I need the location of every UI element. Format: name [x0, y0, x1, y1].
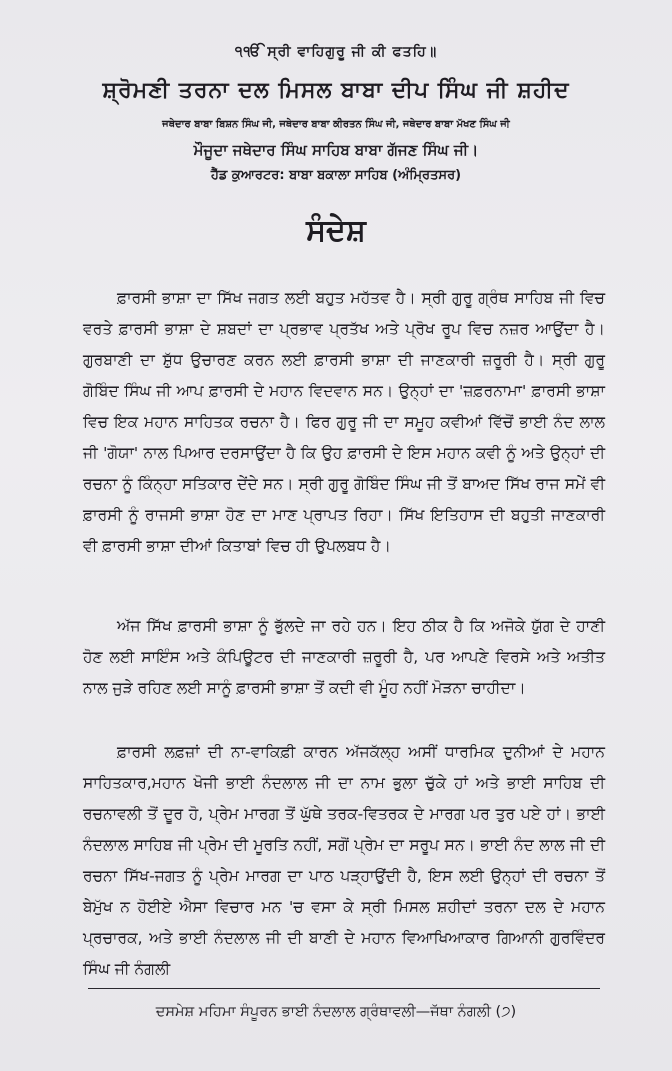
footer-running-title: ਦਸਮੇਸ਼ ਮਹਿਮਾ ਸੰਪੂਰਨ ਭਾਈ ਨੰਦਲਾਲ ਗ੍ਰੰਥਾਵਲੀ—ਜੱਥਾ ਨੰਗਲੀ (੭)	[155, 1004, 517, 1020]
current-leader-line: ਮੌਜੂਦਾ ਜਥੇਦਾਰ ਸਿੰਘ ਸਾਹਿਬ ਬਾਬਾ ਗੱਜਣ ਸਿੰਘ ਜੀ।	[193, 141, 479, 159]
headquarters-line: ਹੈੱਡ ਕੁਆਰਟਰ: ਬਾਬਾ ਬਕਾਲਾ ਸਾਹਿਬ (ਅੰਮ੍ਰਿਤਸਰ)	[210, 168, 462, 183]
salutation-line: ੧ੴ ਸ੍ਰੀ ਵਾਹਿਗੁਰੂ ਜੀ ਕੀ ਫਤਹਿ॥	[234, 44, 438, 60]
footer-divider	[88, 988, 600, 989]
section-title: ਸੰਦੇਸ਼	[306, 213, 366, 248]
leaders-line: ਜਥੇਦਾਰ ਬਾਬਾ ਬਿਸ਼ਨ ਸਿੰਘ ਜੀ, ਜਥੇਦਾਰ ਬਾਬਾ ਕੀਰਤਨ ਸਿੰਘ ਜੀ, ਜਥੇਦਾਰ ਬਾਬਾ ਮੱਖਣ ਸਿੰਘ ਜੀ	[162, 119, 510, 130]
body-paragraph-3: ਫ਼ਾਰਸੀ ਲਫ਼ਜ਼ਾਂ ਦੀ ਨਾ-ਵਾਕਿਫ਼ੀ ਕਾਰਨ ਅੱਜਕੱਲ੍ਹ ਅਸੀਂ ਧਾਰਮਿਕ ਦੁਨੀਆਂ ਦੇ ਮਹਾਨ ਸਾਹਿਤਕਾਰ,ਮਹਾਨ ਖੋਜੀ ਭਾਈ ਨੰਦਲਾਲ ਜੀ ਦਾ ਨਾਮ ਭੁਲਾ ਚੁੱਕੇ ਹਾਂ ਅਤੇ ਭਾਈ ਸਾਹਿਬ ਦੀ ਰਚਨਾਵਲੀ ਤੋਂ ਦੂਰ ਹੋ, ਪ੍ਰੇਮ ਮਾਰਗ ਤੋਂ ਘੁੱਥੇ ਤਰਕ-ਵਿਤਰਕ ਦੇ ਮਾਰਗ ਪਰ ਤੁਰ ਪਏ ਹਾਂ। ਭਾਈ ਨੰਦਲਾਲ ਸਾਹਿਬ ਜੀ ਪ੍ਰੇਮ ਦੀ ਮੂਰਤਿ ਨਹੀਂ, ਸਗੋਂ ਪ੍ਰੇਮ ਦਾ ਸਰੂਪ ਸਨ। ਭਾਈ ਨੰਦ ਲਾਲ ਜੀ ਦੀ ਰਚਨਾ ਸਿੱਖ-ਜਗਤ ਨੂੰ ਪ੍ਰੇਮ ਮਾਰਗ ਦਾ ਪਾਠ ਪੜ੍ਹਾਉਂਦੀ ਹੈ, ਇਸ ਲਈ ਉਨ੍ਹਾਂ ਦੀ ਰਚਨਾ ਤੋਂ ਬੇਮੁੱਖ ਨ ਹੋਈਏ ਐਸਾ ਵਿਚਾਰ ਮਨ 'ਚ ਵਸਾ ਕੇ ਸ੍ਰੀ ਮਿਸਲ ਸ਼ਹੀਦਾਂ ਤਰਨਾ ਦਲ ਦੇ ਮਹਾਨ ਪ੍ਰਚਾਰਕ, ਅਤੇ ਭਾਈ ਨੰਦਲਾਲ ਜੀ ਦੀ ਬਾਣੀ ਦੇ ਮਹਾਨ ਵਿਆਖਿਆਕਾਰ ਗਿਆਨੀ ਗੁਰਵਿੰਦਰ ਸਿੰਘ ਜੀ ਨੰਗਲੀ	[83, 742, 605, 978]
organization-name: ਸ਼੍ਰੋਮਣੀ ਤਰਨਾ ਦਲ ਮਿਸਲ ਬਾਬਾ ਦੀਪ ਸਿੰਘ ਜੀ ਸ਼ਹੀਦ	[102, 78, 570, 103]
body-paragraph-1: ਫ਼ਾਰਸੀ ਭਾਸ਼ਾ ਦਾ ਸਿੱਖ ਜਗਤ ਲਈ ਬਹੁਤ ਮਹੱਤਵ ਹੈ। ਸ੍ਰੀ ਗੁਰੂ ਗ੍ਰੰਥ ਸਾਹਿਬ ਜੀ ਵਿਚ ਵਰਤੇ ਫ਼ਾਰਸੀ ਭਾਸ਼ਾ ਦੇ ਸ਼ਬਦਾਂ ਦਾ ਪ੍ਰਭਾਵ ਪ੍ਰਤੱਖ ਅਤੇ ਪ੍ਰੋਖ ਰੂਪ ਵਿਚ ਨਜ਼ਰ ਆਉਂਦਾ ਹੈ। ਗੁਰਬਾਣੀ ਦਾ ਸ਼ੁੱਧ ਉਚਾਰਣ ਕਰਨ ਲਈ ਫ਼ਾਰਸੀ ਭਾਸ਼ਾ ਦੀ ਜਾਣਕਾਰੀ ਜ਼ਰੂਰੀ ਹੈ। ਸ੍ਰੀ ਗੁਰੂ ਗੋਬਿੰਦ ਸਿੰਘ ਜੀ ਆਪ ਫ਼ਾਰਸੀ ਦੇ ਮਹਾਨ ਵਿਦਵਾਨ ਸਨ। ਉਨ੍ਹਾਂ ਦਾ 'ਜ਼ਫ਼ਰਨਾਮਾ' ਫ਼ਾਰਸੀ ਭਾਸ਼ਾ ਵਿਚ ਇਕ ਮਹਾਨ ਸਾਹਿਤਕ ਰਚਨਾ ਹੈ। ਫਿਰ ਗੁਰੂ ਜੀ ਦਾ ਸਮੂਹ ਕਵੀਆਂ ਵਿੱਚੋਂ ਭਾਈ ਨੰਦ ਲਾਲ ਜੀ 'ਗੋਯਾ' ਨਾਲ ਪਿਆਰ ਦਰਸਾਉਂਦਾ ਹੈ ਕਿ ਉਹ ਫ਼ਾਰਸੀ ਦੇ ਇਸ ਮਹਾਨ ਕਵੀ ਨੂੰ ਅਤੇ ਉਨ੍ਹਾਂ ਦੀ ਰਚਨਾ ਨੂੰ ਕਿੰਨ੍ਹਾ ਸਤਿਕਾਰ ਦੇਂਦੇ ਸਨ। ਸ੍ਰੀ ਗੁਰੂ ਗੋਬਿੰਦ ਸਿੰਘ ਜੀ ਤੋਂ ਬਾਅਦ ਸਿੱਖ ਰਾਜ ਸਮੇਂ ਵੀ ਫ਼ਾਰਸੀ ਨੂੰ ਰਾਜਸੀ ਭਾਸ਼ਾ ਹੋਣ ਦਾ ਮਾਣ ਪ੍ਰਾਪਤ ਰਿਹਾ। ਸਿੱਖ ਇਤਿਹਾਸ ਦੀ ਬਹੁਤੀ ਜਾਣਕਾਰੀ ਵੀ ਫ਼ਾਰਸੀ ਭਾਸ਼ਾ ਦੀਆਂ ਕਿਤਾਬਾਂ ਵਿਚ ਹੀ ਉਪਲਬਧ ਹੈ।	[83, 288, 605, 555]
body-paragraph-2: ਅੱਜ ਸਿੱਖ ਫ਼ਾਰਸੀ ਭਾਸ਼ਾ ਨੂੰ ਭੁੱਲਦੇ ਜਾ ਰਹੇ ਹਨ। ਇਹ ਠੀਕ ਹੈ ਕਿ ਅਜੋਕੇ ਯੁੱਗ ਦੇ ਹਾਣੀ ਹੋਣ ਲਈ ਸਾਇੰਸ ਅਤੇ ਕੰਪਿਊਟਰ ਦੀ ਜਾਣਕਾਰੀ ਜ਼ਰੂਰੀ ਹੈ, ਪਰ ਆਪਣੇ ਵਿਰਸੇ ਅਤੇ ਅਤੀਤ ਨਾਲ ਜੁੜੇ ਰਹਿਣ ਲਈ ਸਾਨੂੰ ਫ਼ਾਰਸੀ ਭਾਸ਼ਾ ਤੋਂ ਕਦੀ ਵੀ ਮੂੰਹ ਨਹੀਂ ਮੋੜਨਾ ਚਾਹੀਦਾ।	[83, 616, 605, 697]
